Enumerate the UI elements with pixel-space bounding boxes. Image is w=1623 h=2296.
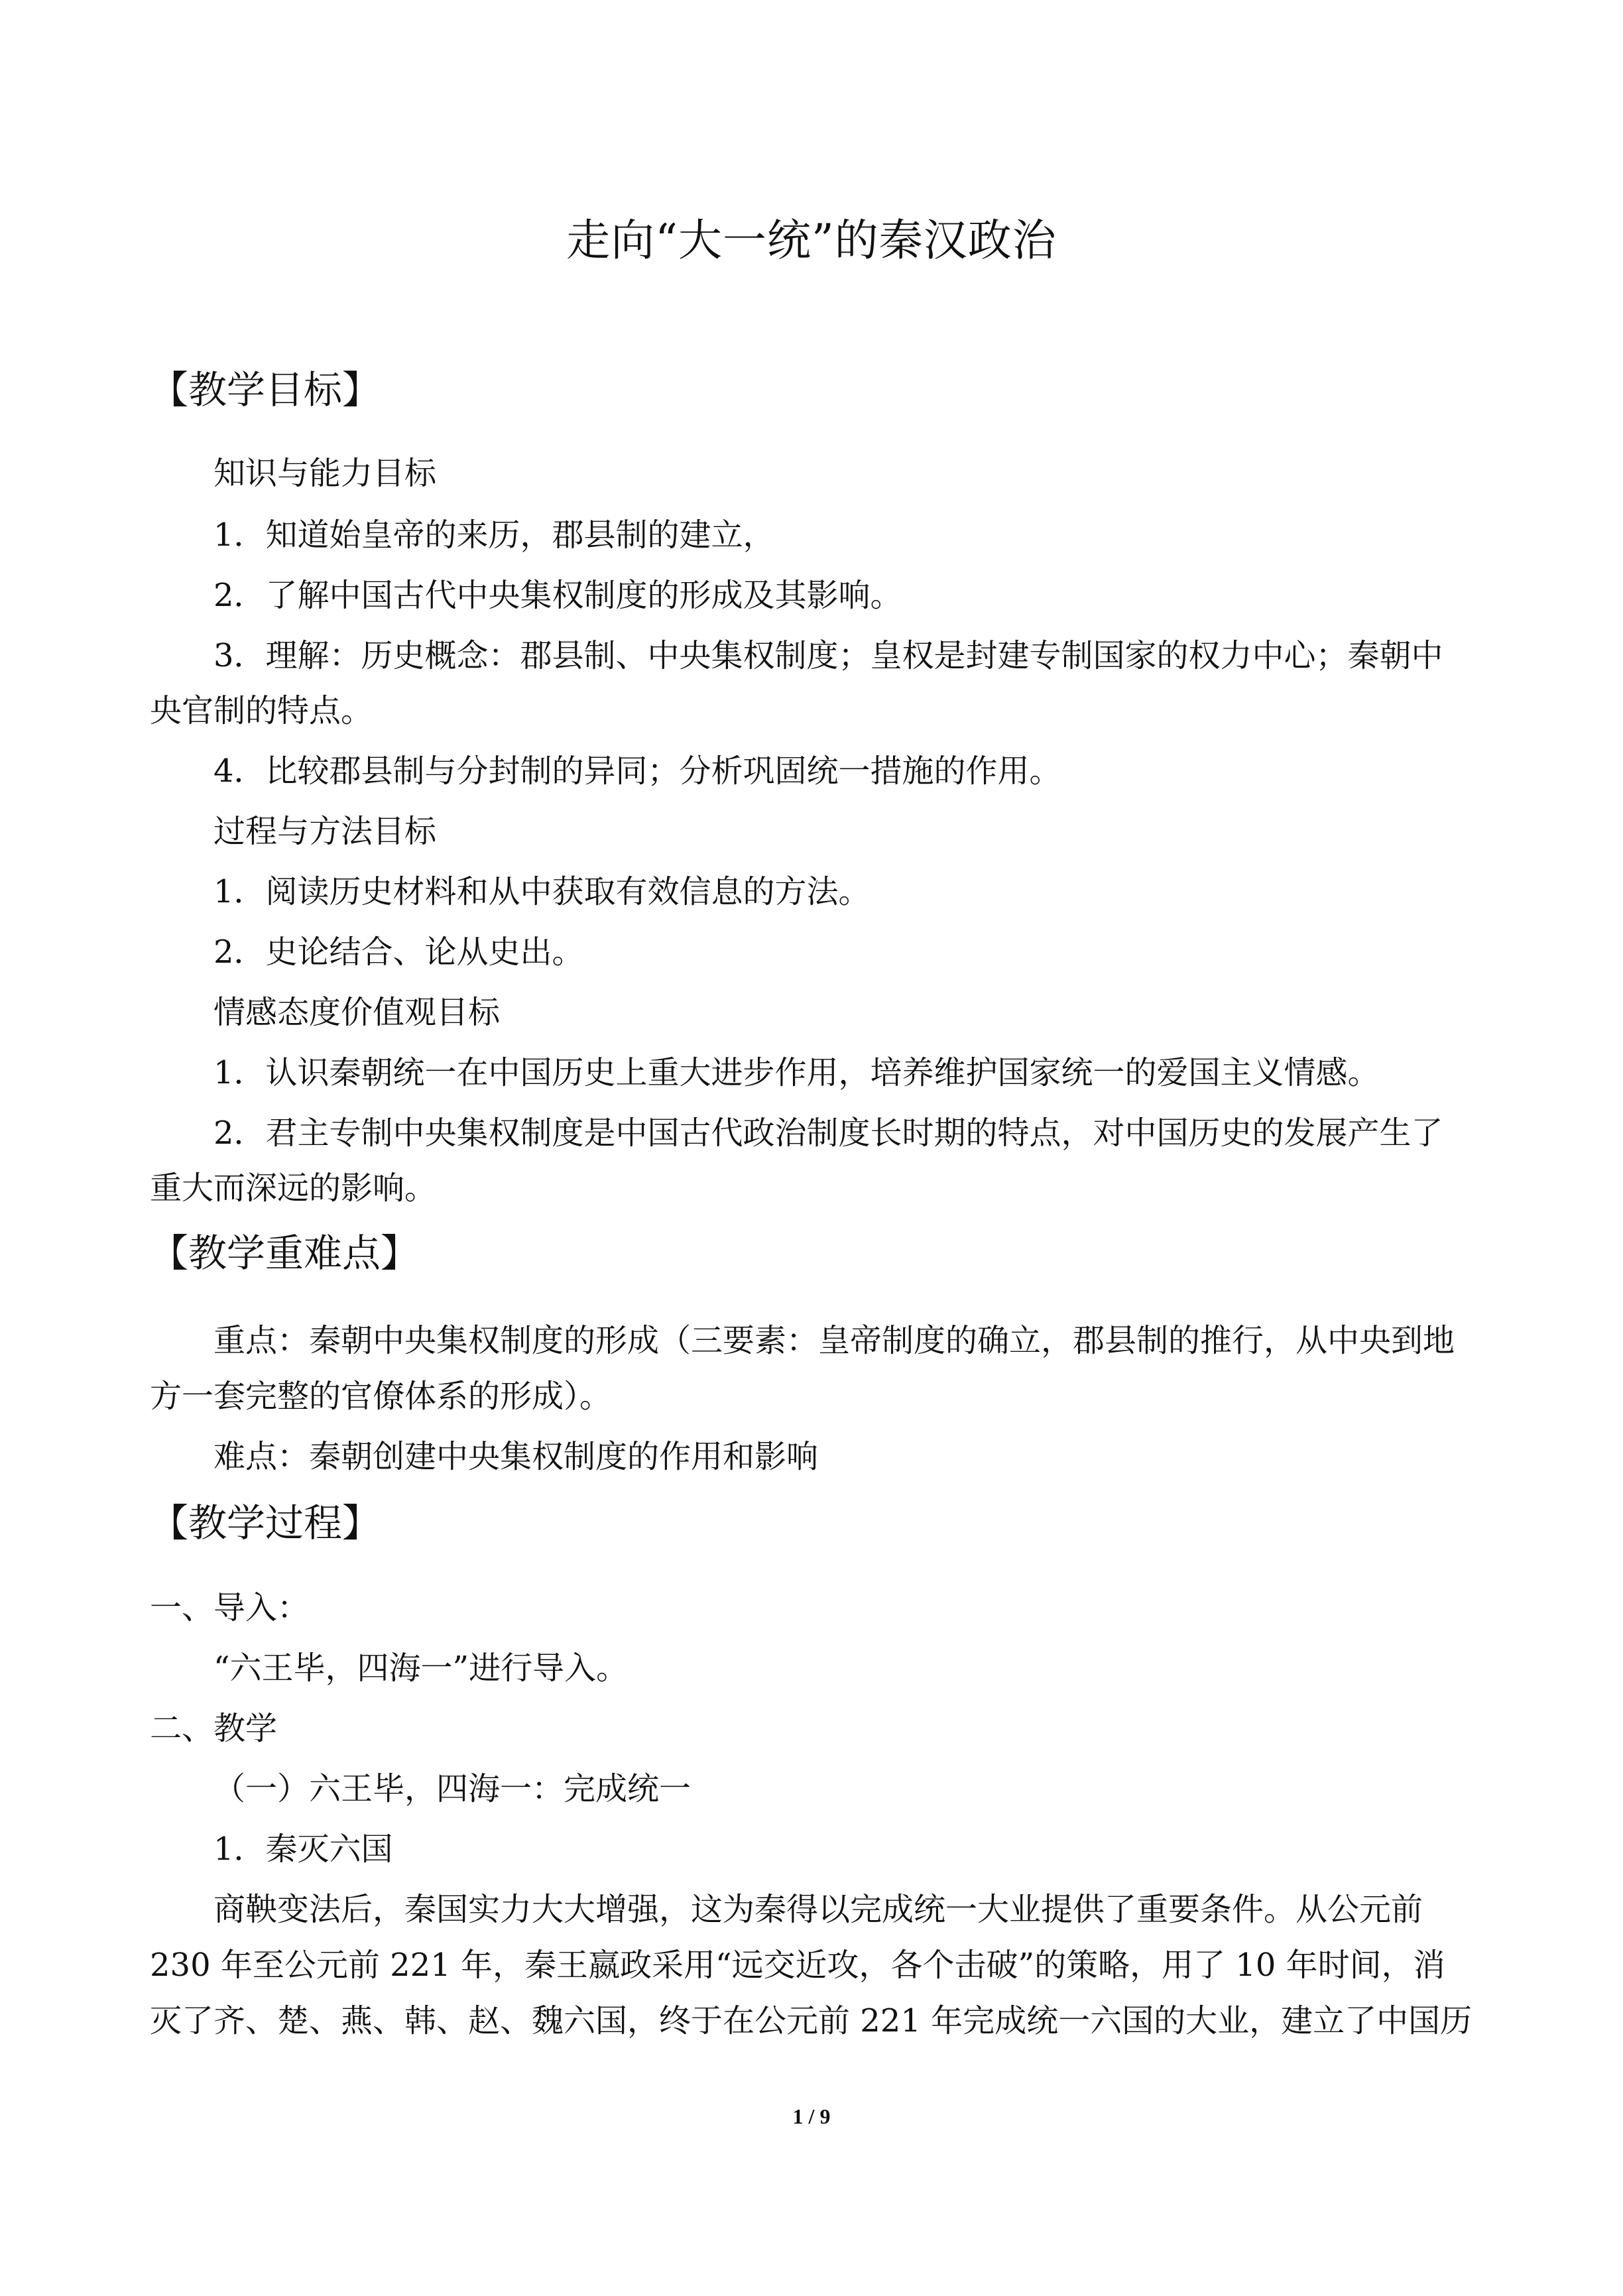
objective-emotion-label: 情感态度价值观目标: [213, 994, 501, 1031]
section-heading-process: 【教学过程】: [150, 1500, 381, 1545]
document-title: 走向“大一统”的秦汉政治: [566, 215, 1057, 266]
process-intro-label: 一、导入：: [150, 1589, 310, 1626]
section-heading-objectives: 【教学目标】: [150, 367, 381, 412]
objective-emotion-item: 1．认识秦朝统一在中国历史上重大进步作用，培养维护国家统一的爱国主义情感。: [213, 1054, 1380, 1091]
process-teaching-label: 二、教学: [150, 1710, 278, 1747]
page-number: 1 / 9: [792, 2104, 831, 2128]
key-point-difficulty: 难点：秦朝创建中央集权制度的作用和影响: [213, 1438, 819, 1475]
objective-emotion-item-cont: 重大而深远的影响。: [150, 1170, 437, 1207]
process-paragraph-line: 230 年至公元前 221 年，秦王嬴政采用“远交近攻，各个击破”的策略，用了 10 年时间，消: [150, 1947, 1445, 1984]
section-heading-key-points: 【教学重难点】: [150, 1231, 420, 1276]
process-intro-text: “六王毕，四海一”进行导入。: [213, 1650, 629, 1687]
objective-process-item: 1．阅读历史材料和从中获取有效信息的方法。: [213, 873, 871, 910]
process-subsection: （一）六王毕，四海一：完成统一: [213, 1770, 691, 1807]
objective-knowledge-item: 2．了解中国古代中央集权制度的形成及其影响。: [213, 577, 902, 614]
process-paragraph-line: 灭了齐、楚、燕、韩、赵、魏六国，终于在公元前 221 年完成统一六国的大业，建立了中国历: [150, 2002, 1473, 2039]
process-paragraph-line: 商鞅变法后，秦国实力大大增强，这为秦得以完成统一大业提供了重要条件。从公元前: [213, 1891, 1423, 1928]
objective-process-label: 过程与方法目标: [213, 813, 437, 850]
objective-process-item: 2．史论结合、论从史出。: [213, 934, 584, 971]
objective-knowledge-item: 4．比较郡县制与分封制的异同；分析巩固统一措施的作用。: [213, 753, 1061, 790]
objective-knowledge-label: 知识与能力目标: [213, 455, 437, 492]
process-subsection-item: 1．秦灭六国: [213, 1831, 393, 1868]
key-point-focus: 重点：秦朝中央集权制度的形成（三要素：皇帝制度的确立，郡县制的推行，从中央到地: [213, 1322, 1455, 1359]
key-point-focus-cont: 方一套完整的官僚体系的形成）。: [150, 1378, 612, 1415]
objective-emotion-item: 2．君主专制中央集权制度是中国古代政治制度长时期的特点，对中国历史的发展产生了: [213, 1115, 1443, 1152]
objective-knowledge-item: 3．理解：历史概念：郡县制、中央集权制度；皇权是封建专制国家的权力中心；秦朝中: [213, 637, 1443, 674]
objective-knowledge-item: 1．知道始皇帝的来历，郡县制的建立，: [213, 516, 775, 554]
objective-knowledge-item-cont: 央官制的特点。: [150, 692, 373, 729]
